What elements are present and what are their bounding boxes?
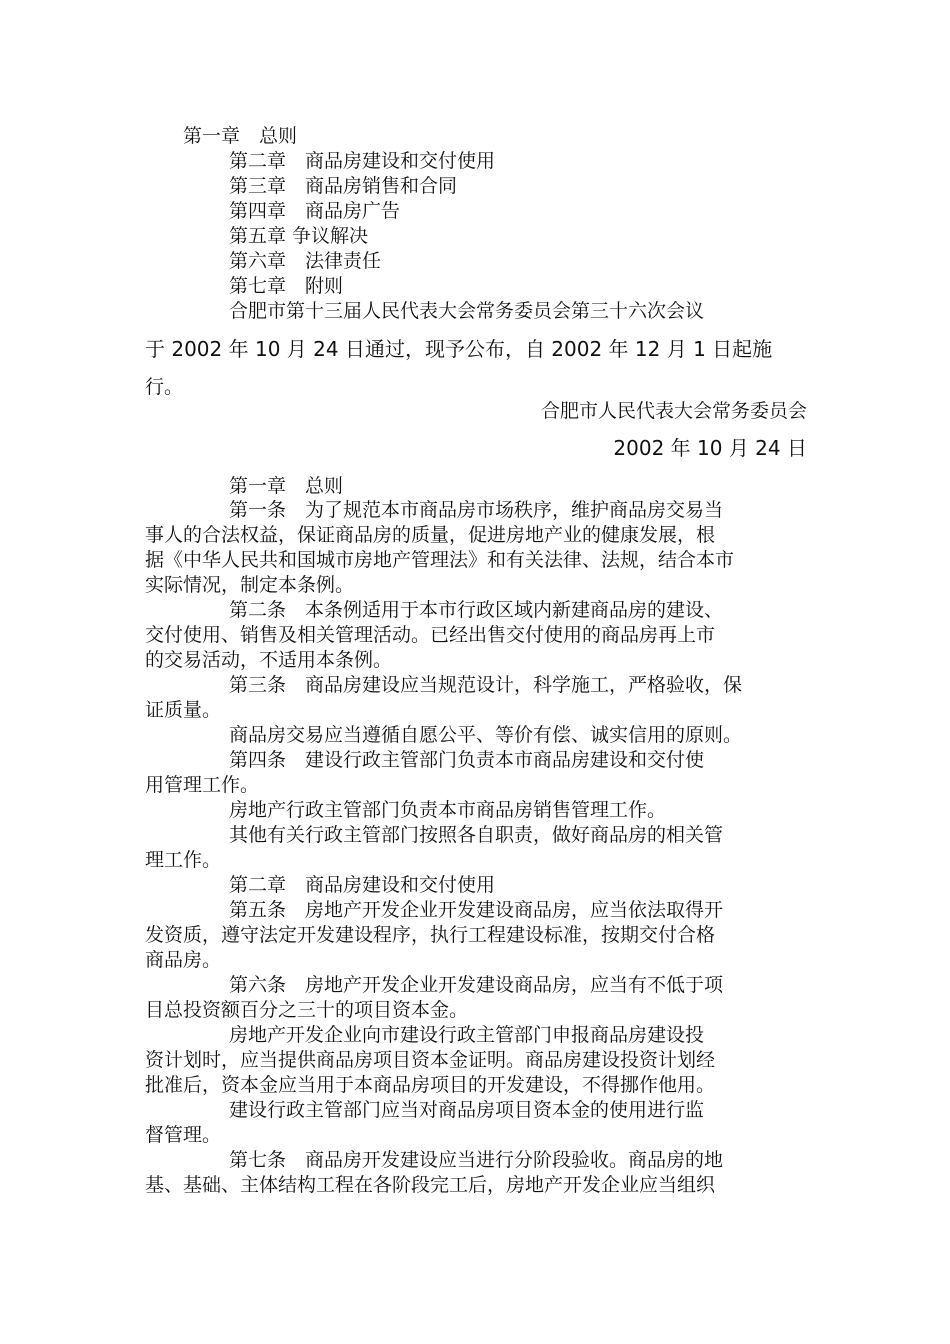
body-line: 第四条 建设行政主管部门负责本市商品房建设和交付使 <box>229 749 705 771</box>
body-line: 发资质，遵守法定开发建设程序，执行工程建设标准，按期交付合格 <box>145 924 716 946</box>
toc-item: 第二章 商品房建设和交付使用 <box>229 150 496 172</box>
promulgation-line: 行。 <box>145 376 184 398</box>
body-line: 第五条 房地产开发企业开发建设商品房，应当依法取得开 <box>229 899 724 921</box>
promulgation-line: 合肥市第十三届人民代表大会常务委员会第三十六次会议 <box>229 300 705 322</box>
body-line: 据《中华人民共和国城市房地产管理法》和有关法律、法规，结合本市 <box>145 549 735 571</box>
issuer-signature: 合肥市人民代表大会常务委员会 <box>540 400 807 422</box>
body-line: 房地产开发企业向市建设行政主管部门申报商品房建设投 <box>229 1024 705 1046</box>
body-line: 房地产行政主管部门负责本市商品房销售管理工作。 <box>229 799 667 821</box>
body-line: 理工作。 <box>145 849 222 871</box>
body-line: 证质量。 <box>145 699 222 721</box>
chapter-heading: 第二章 商品房建设和交付使用 <box>229 874 496 896</box>
body-line: 资计划时，应当提供商品房项目资本金证明。商品房建设投资计划经 <box>145 1049 716 1071</box>
body-line: 建设行政主管部门应当对商品房项目资本金的使用进行监 <box>229 1099 705 1121</box>
toc-item: 第一章 总则 <box>183 125 298 147</box>
body-line: 第一条 为了规范本市商品房市场秩序，维护商品房交易当 <box>229 499 724 521</box>
chapter-heading: 第一章 总则 <box>229 475 344 497</box>
body-line: 第二条 本条例适用于本市行政区域内新建商品房的建设、 <box>229 599 724 621</box>
toc-item: 第四章 商品房广告 <box>229 200 401 222</box>
toc-item: 第三章 商品房销售和合同 <box>229 175 458 197</box>
body-line: 用管理工作。 <box>145 774 260 796</box>
body-line: 商品房。 <box>145 949 222 971</box>
body-line: 第三条 商品房建设应当规范设计，科学施工，严格验收，保 <box>229 674 743 696</box>
toc-item: 第七章 附则 <box>229 275 344 297</box>
body-line: 第七条 商品房开发建设应当进行分阶段验收。商品房的地 <box>229 1149 724 1171</box>
body-line: 其他有关行政主管部门按照各自职责，做好商品房的相关管 <box>229 824 724 846</box>
body-line: 第六条 房地产开发企业开发建设商品房，应当有不低于项 <box>229 974 724 996</box>
toc-item: 第五章 争议解决 <box>229 225 369 247</box>
body-line: 实际情况，制定本条例。 <box>145 574 355 596</box>
issue-date: 2002 年 10 月 24 日 <box>613 436 807 460</box>
body-line: 目总投资额百分之三十的项目资本金。 <box>145 999 469 1021</box>
body-line: 交付使用、销售及相关管理活动。已经出售交付使用的商品房再上市 <box>145 624 716 646</box>
body-line: 基、基础、主体结构工程在各阶段完工后，房地产开发企业应当组织 <box>145 1174 716 1196</box>
body-line: 商品房交易应当遵循自愿公平、等价有偿、诚实信用的原则。 <box>229 724 743 746</box>
body-line: 的交易活动，不适用本条例。 <box>145 649 393 671</box>
body-line: 事人的合法权益，保证商品房的质量，促进房地产业的健康发展，根 <box>145 524 716 546</box>
toc-item: 第六章 法律责任 <box>229 250 382 272</box>
body-line: 督管理。 <box>145 1124 222 1146</box>
body-line: 批准后，资本金应当用于本商品房项目的开发建设，不得挪作他用。 <box>145 1074 716 1096</box>
promulgation-line: 于 2002 年 10 月 24 日通过，现予公布，自 2002 年 12 月 1 日起施 <box>145 337 773 361</box>
